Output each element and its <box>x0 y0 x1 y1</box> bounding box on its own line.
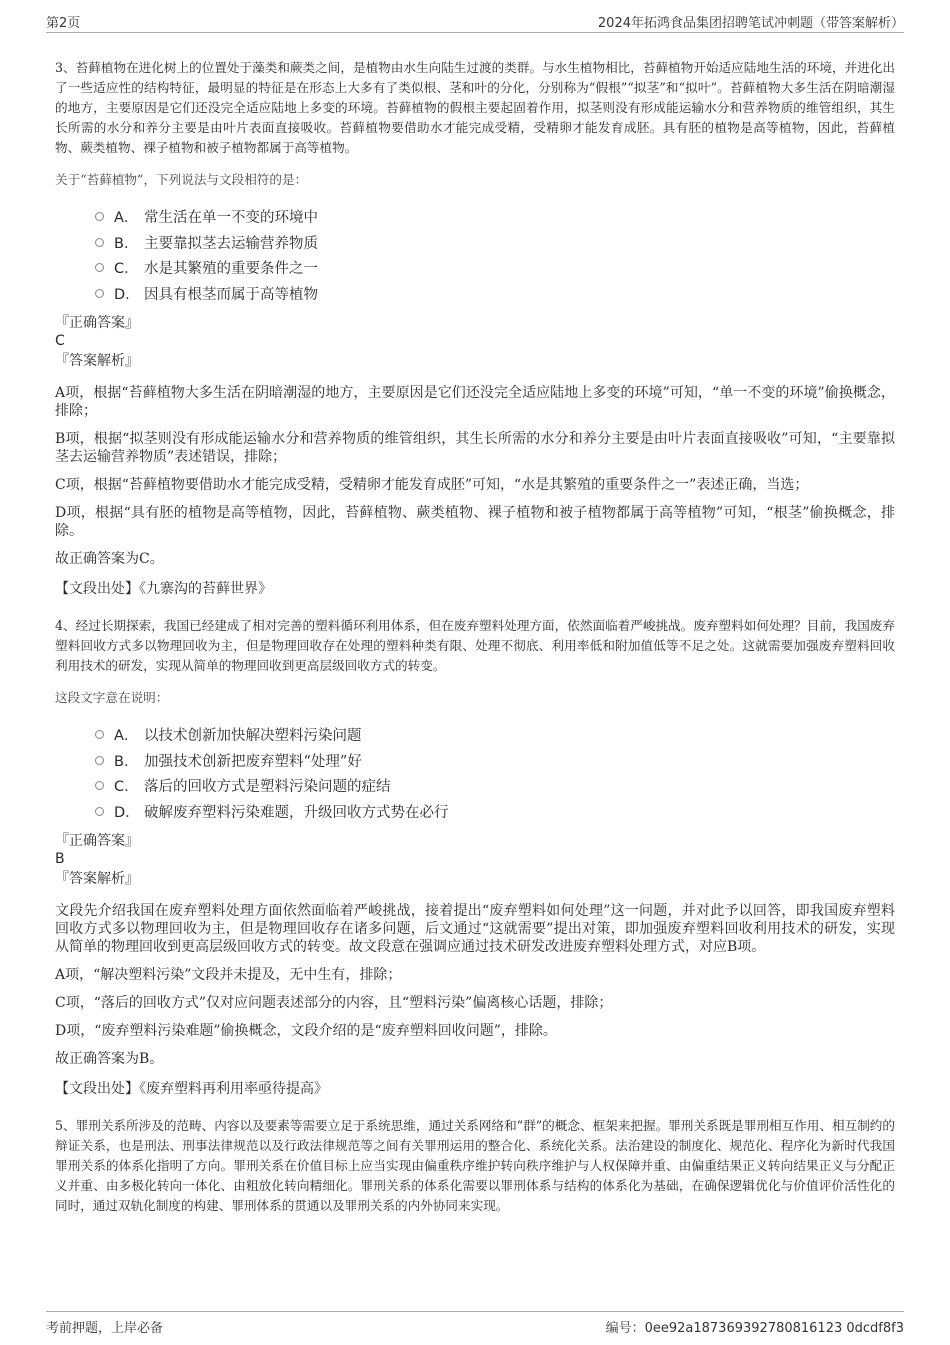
document-id: 编号：0ee92a187369392780816123 0dcdf8f3 <box>605 1321 904 1336</box>
option-text: 落后的回收方式是塑料污染问题的症结 <box>144 779 391 796</box>
page-footer <box>46 1311 904 1338</box>
radio-icon[interactable] <box>95 730 104 739</box>
option-b[interactable] <box>95 748 895 774</box>
option-text: 水是其繁殖的重要条件之一 <box>144 261 318 278</box>
analysis-label: 『答案解析』 <box>55 871 139 887</box>
footer-slogan: 考前押题，上岸必备 <box>46 1321 164 1336</box>
option-text: 因具有根茎而属于高等植物 <box>144 286 318 303</box>
option-c[interactable] <box>95 255 895 281</box>
page-number: 第2页 <box>46 16 81 31</box>
radio-icon[interactable] <box>95 289 104 298</box>
option-letter: C． <box>114 261 139 278</box>
option-letter: D． <box>114 286 140 303</box>
question-prompt: 这段文字意在说明： <box>55 690 169 705</box>
question-3 <box>55 58 895 598</box>
analysis-paragraph: C项，“落后的回收方式”仅对应问题表述部分的内容，且“塑料污染”偏离核心话题，排除； <box>55 995 613 1011</box>
analysis-paragraph: A项，“解决塑料污染”文段并未提及，无中生有，排除； <box>55 967 402 983</box>
analysis-paragraph: A项，根据“苔藓植物大多生活在阴暗潮湿的地方，主要原因是它们还没完全适应陆地上多变的环境”可知，“单一不变的环境”偷换概念，排除； <box>55 385 895 419</box>
answer-label: 『正确答案』 <box>55 315 139 331</box>
radio-icon[interactable] <box>95 238 104 247</box>
document-title: 2024年拓鸿食品集团招聘笔试冲刺题（带答案解析） <box>597 16 904 31</box>
options-list <box>95 722 895 824</box>
page-header <box>46 8 904 33</box>
radio-icon[interactable] <box>95 263 104 272</box>
option-letter: A． <box>114 728 139 745</box>
option-c[interactable] <box>95 773 895 799</box>
answer-value: B <box>55 851 65 867</box>
source-citation: 【文段出处】《废弃塑料再利用率亟待提高》 <box>55 1081 328 1097</box>
main-content <box>55 58 895 1216</box>
analysis-label: 『答案解析』 <box>55 353 139 369</box>
question-prompt: 关于“苔藓植物”，下列说法与文段相符的是： <box>55 172 308 187</box>
radio-icon[interactable] <box>95 212 104 221</box>
question-text: 5、罪刑关系所涉及的范畴、内容以及要素等需要立足于系统思维，通过关系网络和“群”的概念、框架来把握。罪刑关系既是罪刑相互作用、相互制约的辩证关系，也是刑法、刑事法律规范以及行政法律规范等之间有关罪刑运用的整合化、系统化关系。法治建设的制度化、规范化、程序化为新时代我国罪刑关系的体系化指明了方向。罪刑关系在价值目标上应当实现由偏重秩序维护转向秩序维护与人权保障并重、由偏重结果正义转向结果正义与分配正义并重、由多极化转向一体化、由粗放化转向精细化。罪刑关系的体系化需要以罪刑体系与结构的体系化为基础，在确保逻辑优化与价值评价活性化的同时，通过双轨化制度的构建、罪刑体系的贯通以及罪刑关系的内外协同来实现。 <box>55 1118 895 1213</box>
option-a[interactable] <box>95 722 895 748</box>
option-a[interactable] <box>95 204 895 230</box>
option-text: 破解废弃塑料污染难题，升级回收方式势在必行 <box>144 804 449 821</box>
option-letter: C． <box>114 779 139 796</box>
options-list <box>95 204 895 306</box>
option-text: 主要靠拟茎去运输营养物质 <box>144 235 318 252</box>
question-5 <box>55 1116 895 1216</box>
answer-label: 『正确答案』 <box>55 833 139 849</box>
radio-icon[interactable] <box>95 781 104 790</box>
source-citation: 【文段出处】《九寨沟的苔藓世界》 <box>55 581 272 597</box>
option-d[interactable] <box>95 281 895 307</box>
option-text: 以技术创新加快解决塑料污染问题 <box>144 728 362 745</box>
question-text: 4、经过长期探索，我国已经建成了相对完善的塑料循环利用体系，但在废弃塑料处理方面，依然面临着严峻挑战。废弃塑料如何处理？目前，我国废弃塑料回收方式多以物理回收为主，但是物理回收存在处理的塑料种类有限、处理不彻底、利用率低和附加值低等不足之处。这就需要加强废弃塑料回收利用技术的研发，实现从简单的物理回收到更高层级回收方式的转变。 <box>55 618 895 673</box>
option-text: 常生活在单一不变的环境中 <box>144 210 318 227</box>
answer-value: C <box>55 333 65 349</box>
analysis-paragraph: C项，根据“苔藓植物要借助水才能完成受精，受精卵才能发育成胚”可知，“水是其繁殖的重要条件之一”表述正确，当选； <box>55 477 809 493</box>
question-4 <box>55 616 895 1098</box>
option-text: 加强技术创新把废弃塑料“处理”好 <box>144 753 362 770</box>
option-d[interactable] <box>95 799 895 825</box>
analysis-paragraph: 文段先介绍我国在废弃塑料处理方面依然面临着严峻挑战，接着提出“废弃塑料如何处理”这一问题，并对此予以回答，即我国废弃塑料回收方式多以物理回收为主，但是物理回收存在诸多问题，后文通过“这就需要”提出对策，即加强废弃塑料回收利用技术的研发，实现从简单的物理回收到更高层级回收方式的转变。故文段意在强调应通过技术研发改进废弃塑料处理方式，对应B项。 <box>55 903 895 955</box>
option-b[interactable] <box>95 230 895 256</box>
option-letter: D． <box>114 804 140 821</box>
radio-icon[interactable] <box>95 756 104 765</box>
option-letter: B． <box>114 235 139 252</box>
analysis-paragraph: D项，根据“具有胚的植物是高等植物，因此，苔藓植物、蕨类植物、裸子植物和被子植物都属于高等植物”可知，“根茎”偷换概念，排除。 <box>55 505 895 539</box>
option-letter: A． <box>114 210 139 227</box>
analysis-paragraph: B项，根据“拟茎则没有形成能运输水分和营养物质的维管组织，其生长所需的水分和养分主要是由叶片表面直接吸收”可知，“主要靠拟茎去运输营养物质”表述错误，排除； <box>55 431 895 465</box>
question-text: 3、苔藓植物在进化树上的位置处于藻类和蕨类之间，是植物由水生向陆生过渡的类群。与水生植物相比，苔藓植物开始适应陆地生活的环境，并进化出了一些适应性的结构特征，最明显的特征是在形态上大多有了类似根、茎和叶的分化，分别称为“假根”“拟茎”和“拟叶”。苔藓植物大多生活在阴暗潮湿的地方，主要原因是它们还没完全适应陆地上多变的环境。苔藓植物的假根主要起固着作用，拟茎则没有形成能运输水分和营养物质的维管组织，其生长所需的水分和养分主要是由叶片表面直接吸收。苔藓植物要借助水才能完成受精，受精卵才能发育成胚。具有胚的植物是高等植物，因此，苔藓植物、蕨类植物、裸子植物和被子植物都属于高等植物。 <box>55 60 895 155</box>
radio-icon[interactable] <box>95 807 104 816</box>
analysis-conclusion: 故正确答案为C。 <box>55 551 164 567</box>
option-letter: B． <box>114 753 139 770</box>
analysis-conclusion: 故正确答案为B。 <box>55 1051 164 1067</box>
analysis-paragraph: D项，“废弃塑料污染难题”偷换概念，文段介绍的是“废弃塑料回收问题”，排除。 <box>55 1023 557 1039</box>
